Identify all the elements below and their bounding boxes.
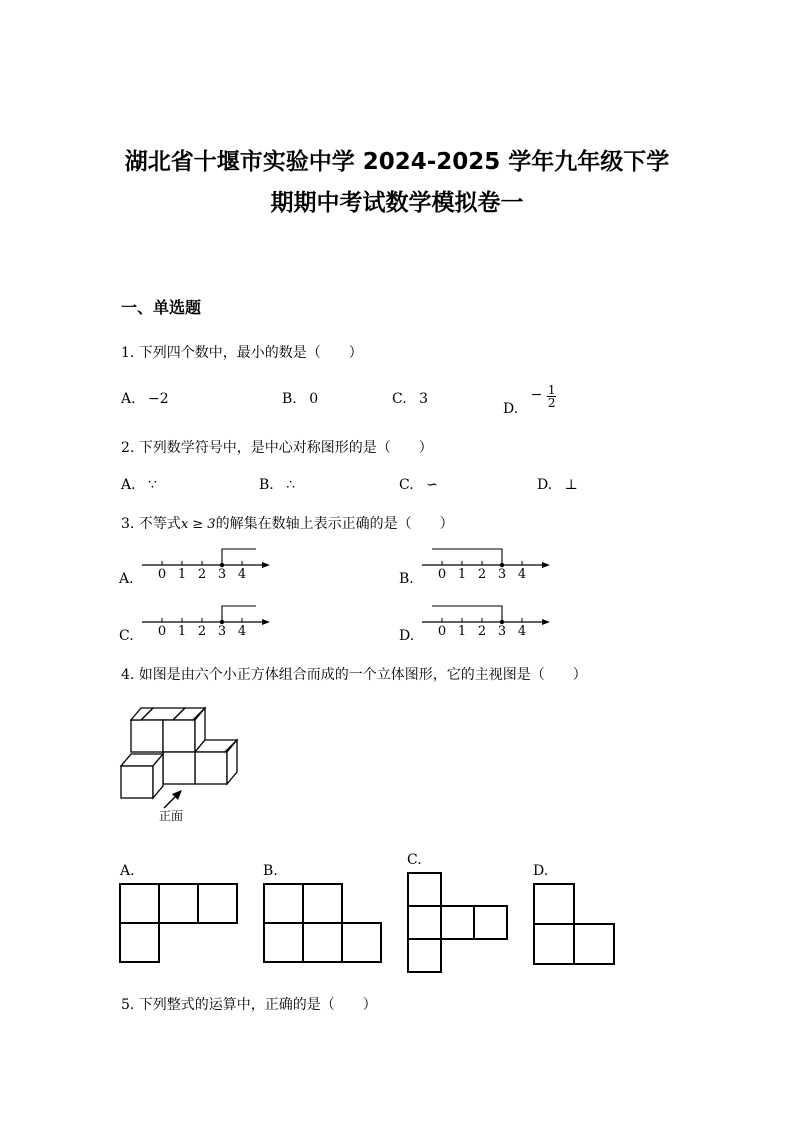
because-symbol: ∵	[148, 477, 157, 493]
number-line-tick-label: 0	[157, 567, 167, 582]
option-value: 3	[419, 391, 429, 407]
page-title-line2: 期期中考试数学模拟卷一	[270, 190, 524, 216]
q4-option-b-view	[263, 883, 385, 965]
number-line-tick-label: 0	[157, 624, 167, 639]
cube-front-face	[195, 752, 227, 784]
stem-pre: 3. 不等式	[121, 516, 181, 532]
cube-front-face	[121, 766, 153, 798]
q2-option-d	[537, 477, 578, 493]
fraction-sign: −	[530, 386, 543, 403]
q1-option-a	[121, 391, 169, 407]
section-heading: 一、单选题	[121, 298, 202, 317]
q3-number-line-d	[418, 602, 558, 642]
q2-option-c	[399, 477, 438, 493]
q1-option-d	[503, 383, 556, 417]
q4-option-c-view	[407, 872, 512, 975]
fraction-numerator: 1	[547, 383, 556, 397]
question-2-stem: 2. 下列数学符号中，是中心对称图形的是（ ）	[121, 440, 433, 456]
similar-symbol: ∽	[426, 477, 438, 493]
q4-option-d-label: D.	[533, 863, 549, 879]
front-view-label: 正面	[159, 809, 184, 823]
q2-option-b	[259, 477, 295, 493]
number-line-arrow	[542, 619, 550, 625]
number-line-tick-label: 0	[437, 567, 447, 582]
number-line-tick-label: 2	[197, 567, 207, 582]
q3-option-c-label: C.	[119, 628, 134, 644]
q3-option-a-label: A.	[119, 571, 134, 587]
number-line-tick-label: 2	[197, 624, 207, 639]
cube-front-face	[163, 720, 195, 752]
page-title-line1: 湖北省十堰市实验中学 2024-2025 学年九年级下学	[124, 149, 670, 175]
therefore-symbol: ∴	[286, 477, 296, 493]
number-line-tick-label: 1	[457, 567, 467, 582]
number-line-tick-label: 1	[457, 624, 467, 639]
q3-option-d-label: D.	[399, 628, 415, 644]
option-label: B.	[282, 391, 297, 407]
number-line-tick-label: 2	[477, 624, 487, 639]
number-line-tick-label: 4	[237, 567, 247, 582]
number-line-tick-label: 1	[177, 624, 187, 639]
option-label: A.	[121, 391, 136, 407]
q3-number-line-b	[418, 545, 558, 585]
number-line-arrow	[262, 562, 270, 568]
q3-number-line-a	[138, 545, 278, 585]
solution-bracket	[222, 549, 256, 565]
option-value: −2	[148, 391, 169, 407]
number-line-tick-label: 3	[217, 567, 227, 582]
question-1-stem: 1. 下列四个数中，最小的数是（ ）	[121, 345, 363, 361]
fraction	[547, 384, 557, 409]
number-line-tick-label: 2	[477, 567, 487, 582]
question-3-stem	[121, 513, 454, 533]
q4-option-a-label: A.	[120, 863, 135, 879]
cube-front-face	[163, 752, 195, 784]
q3-number-line-c	[138, 602, 278, 642]
number-line-tick-label: 4	[517, 624, 527, 639]
q3-option-b-label: B.	[399, 571, 414, 587]
q1-option-b	[282, 391, 318, 407]
q1-option-c	[392, 391, 428, 407]
number-line-tick-label: 1	[177, 567, 187, 582]
number-line-tick-label: 0	[437, 624, 447, 639]
fraction-denominator: 2	[547, 396, 556, 410]
option-label: A.	[121, 477, 136, 493]
q2-option-a	[121, 477, 157, 493]
stem-post: 的解集在数轴上表示正确的是（ ）	[215, 516, 454, 532]
question-4-stem: 4. 如图是由六个小正方体组合而成的一个立体图形，它的主视图是（ ）	[121, 667, 587, 683]
number-line-arrow	[542, 562, 550, 568]
option-label: D.	[503, 400, 519, 417]
number-line-tick-label: 4	[237, 624, 247, 639]
option-label: C.	[399, 477, 414, 493]
question-5-stem: 5. 下列整式的运算中，正确的是（ ）	[121, 997, 377, 1013]
q4-option-c-label: C.	[407, 852, 422, 868]
q4-option-b-label: B.	[263, 863, 278, 879]
solution-bracket	[222, 606, 256, 622]
number-line-tick-label: 3	[497, 567, 507, 582]
perpendicular-symbol: ⊥	[564, 477, 578, 493]
number-line-arrow	[262, 619, 270, 625]
number-line-tick-label: 3	[217, 624, 227, 639]
number-line-tick-label: 4	[517, 567, 527, 582]
q4-option-a-view	[119, 883, 241, 965]
option-label: D.	[537, 477, 553, 493]
option-label: C.	[392, 391, 407, 407]
number-line-tick-label: 3	[497, 624, 507, 639]
option-value: 0	[309, 391, 319, 407]
inequality: x ≥ 3	[180, 517, 216, 532]
option-label: B.	[259, 477, 274, 493]
cube-front-face	[131, 720, 163, 752]
q4-option-d-view	[532, 883, 616, 966]
